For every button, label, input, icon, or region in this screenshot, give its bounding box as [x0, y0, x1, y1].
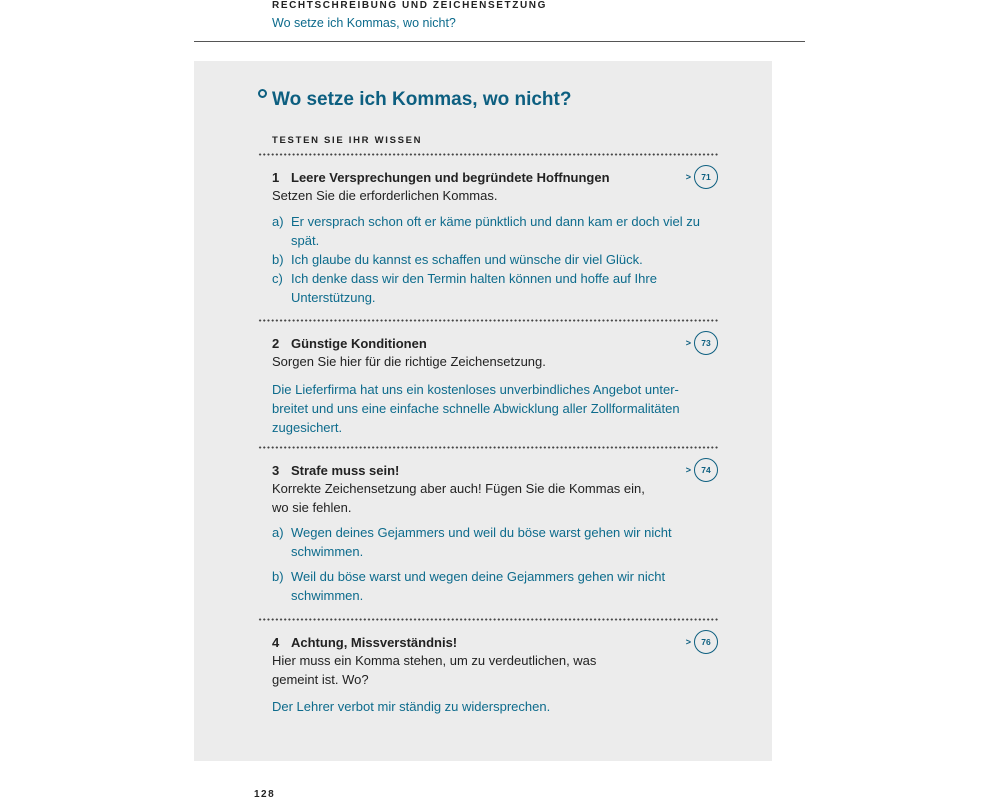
page-number: 128 [254, 789, 276, 800]
exercise-heading: Achtung, Missverständnis! [291, 634, 458, 650]
item-label: c) [272, 270, 283, 286]
exercise-4 [272, 632, 718, 716]
page-reference-badge: 76 [694, 630, 718, 654]
item-text: Ich denke dass wir den Termin halten können und hoffe auf Ihre Unterstützung. [291, 270, 657, 305]
dotted-divider [258, 319, 718, 322]
item-label: b) [272, 569, 284, 584]
exercise-3 [272, 460, 718, 605]
exercise-title [272, 462, 399, 479]
exercise-instruction: Sorgen Sie hier für die richtige Zeichensetzung. [272, 354, 546, 369]
page-reference-badge: 74 [694, 458, 718, 482]
exercise-number: 4 [272, 634, 280, 650]
answer-reference[interactable] [686, 458, 718, 482]
page-reference-badge: 73 [694, 331, 718, 355]
header-divider [194, 41, 805, 42]
exercise-item [272, 250, 718, 269]
exercise-item [272, 523, 718, 561]
dotted-divider [258, 618, 718, 621]
section-title: RECHTSCHREIBUNG UND ZEICHENSETZUNG [272, 0, 547, 11]
item-label: a) [272, 213, 284, 229]
exercise-item [272, 269, 718, 307]
arrow-right-icon: > [685, 172, 691, 182]
exercise-title [272, 634, 457, 651]
exercise-heading: Leere Versprechungen und begründete Hoffnungen [291, 169, 610, 185]
exercise-number: 3 [272, 462, 280, 478]
item-text: Ich glaube du kannst es schaffen und wünsche dir viel Glück. [291, 251, 643, 267]
exercise-2 [272, 333, 718, 437]
exercise-instruction: Setzen Sie die erforderlichen Kommas. [272, 188, 498, 203]
exercise-heading: Strafe muss sein! [291, 462, 400, 478]
exercise-instruction: Korrekte Zeichensetzung aber auch! Fügen Sie die Kommas ein, wo sie fehlen. [272, 481, 645, 515]
item-label: b) [272, 251, 284, 267]
page-reference-badge: 71 [694, 165, 718, 189]
exercise-number: 2 [272, 335, 280, 351]
running-head [272, 0, 812, 31]
arrow-right-icon: > [685, 338, 691, 348]
exercise-1 [272, 167, 718, 307]
exercise-text: Die Lieferfirma hat uns ein kostenloses unverbindliches Angebot unter-breitet und uns eine einfache schnelle Abwicklung aller Zollformalitäten zugesichert. [272, 381, 680, 435]
section-subtitle: Wo setze ich Kommas, wo nicht? [272, 16, 456, 30]
item-label: a) [272, 525, 284, 540]
exercise-heading: Günstige Konditionen [291, 335, 427, 351]
exercise-items [272, 212, 718, 307]
panel-title: Wo setze ich Kommas, wo nicht? [272, 89, 572, 110]
exercise-instruction: Hier muss ein Komma stehen, um zu verdeutlichen, was gemeint ist. Wo? [272, 653, 597, 687]
answer-reference[interactable] [686, 331, 718, 355]
test-label: TESTEN SIE IHR WISSEN [272, 135, 423, 146]
exercise-items [272, 523, 718, 605]
answer-reference[interactable] [686, 630, 718, 654]
answer-reference[interactable] [686, 165, 718, 189]
panel-heading [258, 88, 571, 112]
exercise-title [272, 335, 427, 352]
arrow-right-icon: > [685, 637, 691, 647]
dotted-divider [258, 446, 718, 449]
ring-bullet-icon [258, 89, 267, 98]
item-text: Er versprach schon oft er käme pünktlich und dann kam er doch viel zu spät. [291, 213, 700, 248]
exercise-item [272, 212, 718, 250]
arrow-right-icon: > [685, 465, 691, 475]
exercise-item [272, 567, 718, 605]
item-text: Wegen deines Gejammers und weil du böse warst gehen wir nicht schwimmen. [291, 525, 672, 559]
dotted-divider [258, 153, 718, 156]
item-text: Weil du böse warst und wegen deine Gejammers gehen wir nicht schwimmen. [291, 569, 666, 603]
exercise-title [272, 169, 610, 186]
exercise-text: Der Lehrer verbot mir ständig zu widersprechen. [272, 699, 551, 714]
exercise-number: 1 [272, 169, 280, 185]
